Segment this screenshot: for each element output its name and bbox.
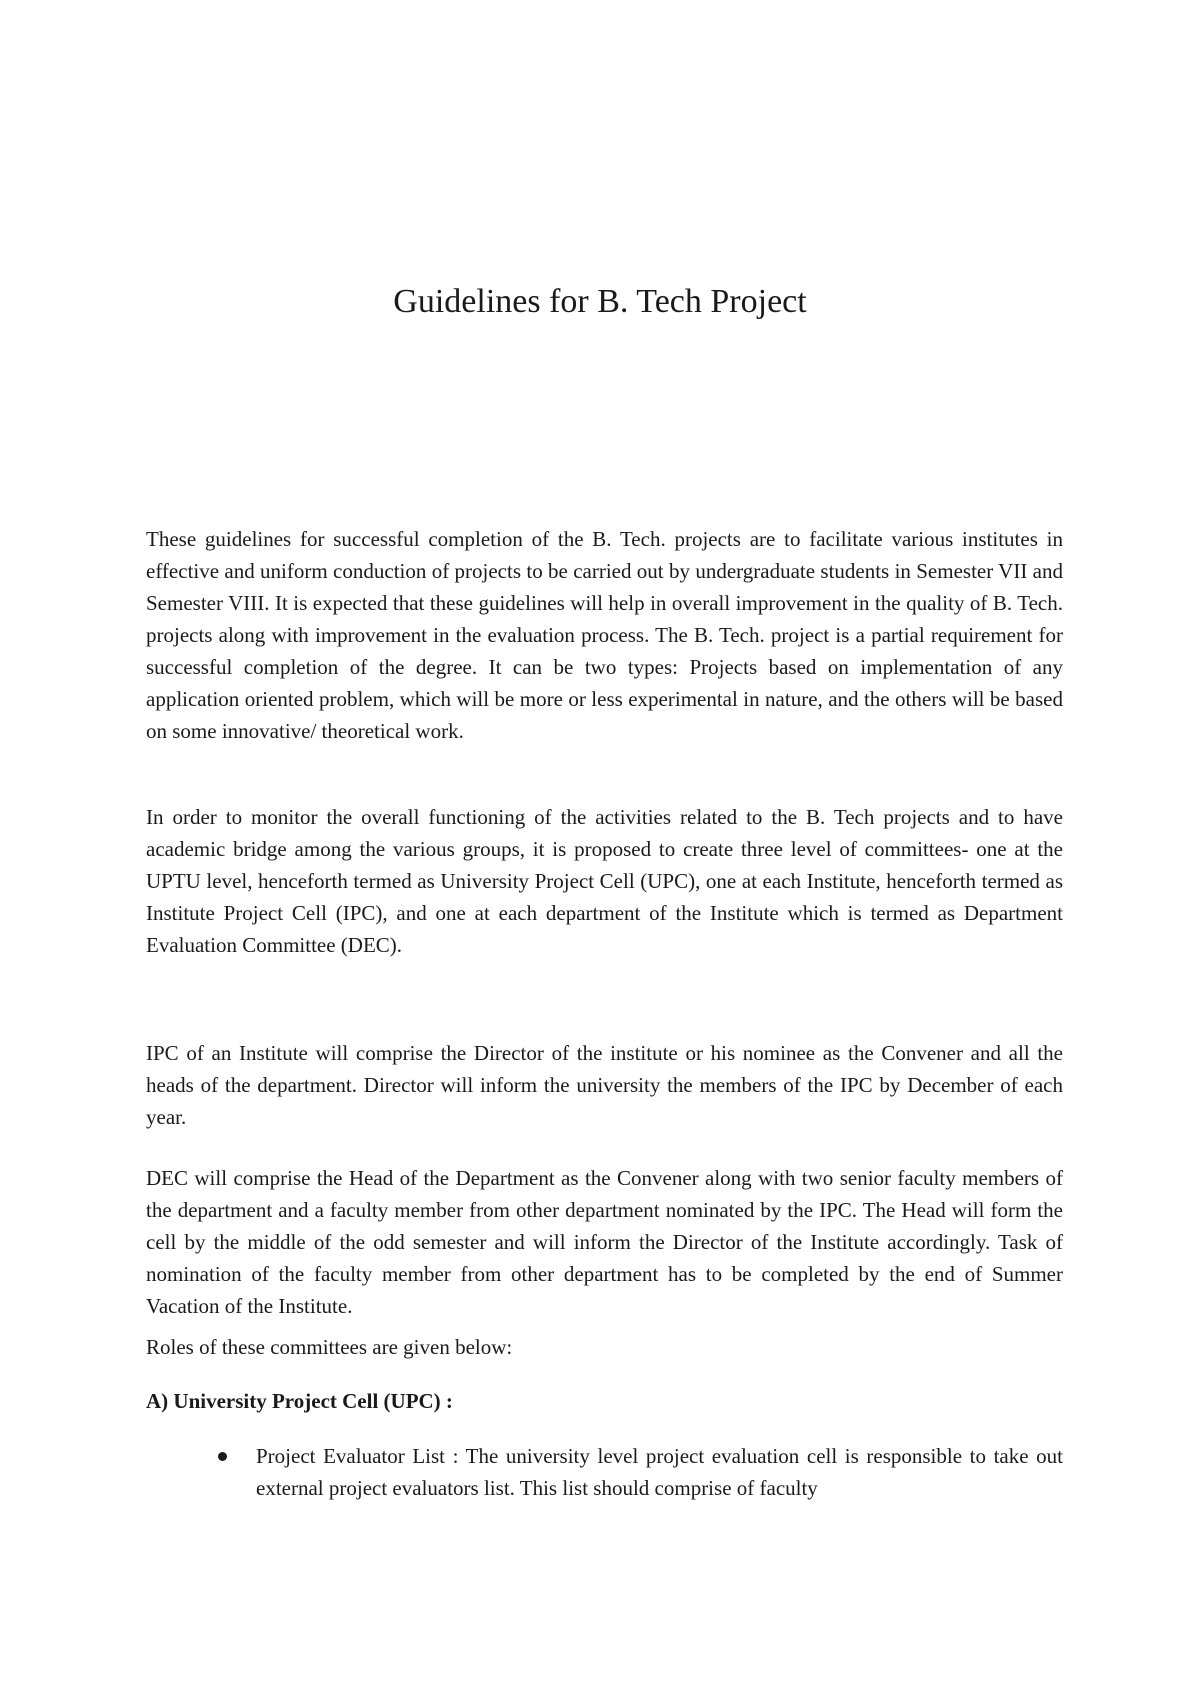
list-item [146,1440,1063,1504]
intro-paragraph: These guidelines for successful completion of the B. Tech. projects are to facilitate various institutes in effective and uniform conduction of projects to be carried out by undergraduate students in Semester VII and Semester VIII. It is expected that these guidelines will help in overall improvement in the quality of B. Tech. projects along with improvement in the evaluation process. The B. Tech. project is a partial requirement for successful completion of the degree. It can be two types: Projects based on implementation of any application oriented problem, which will be more or less experimental in nature, and the others will be based on some innovative/ theoretical work. [146,527,1063,743]
list-item-text: Project Evaluator List : The university level project evaluation cell is responsible to take out external project evaluators list. This list should comprise of faculty [256,1444,1063,1500]
document-title: Guidelines for B. Tech Project [393,283,807,320]
bullet-icon [218,1452,227,1461]
ipc-paragraph: IPC of an Institute will comprise the Director of the institute or his nominee as the Convener and all the heads of the department. Director will inform the university the members of the IPC by December of each year. [146,1041,1063,1129]
roles-paragraph: Roles of these committees are given below: [146,1335,513,1359]
dec-paragraph: DEC will comprise the Head of the Department as the Convener along with two senior faculty members of the department and a faculty member from other department nominated by the IPC. The Head will form the cell by the middle of the odd semester and will inform the Director of the Institute accordingly. Task of nomination of the faculty member from other department has to be completed by the end of Summer Vacation of the Institute. [146,1166,1063,1318]
upc-list [146,1440,1063,1504]
section-heading-upc: A) University Project Cell (UPC) : [146,1389,453,1413]
committees-paragraph: In order to monitor the overall functioning of the activities related to the B. Tech projects and to have academic bridge among the various groups, it is proposed to create three level of committees- one at the UPTU level, henceforth termed as University Project Cell (UPC), one at each Institute, henceforth termed as Institute Project Cell (IPC), and one at each department of the Institute which is termed as Department Evaluation Committee (DEC). [146,805,1063,957]
